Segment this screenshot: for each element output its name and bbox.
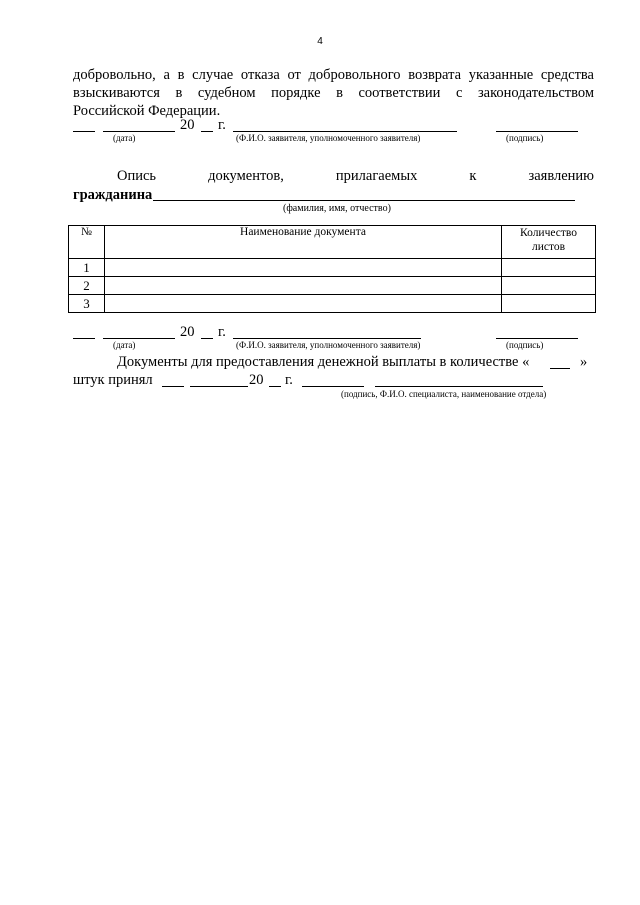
quantity-blank bbox=[550, 368, 570, 369]
date-month-blank bbox=[103, 117, 175, 132]
row-document-name bbox=[105, 277, 502, 295]
row-number: 1 bbox=[69, 259, 105, 277]
intro-line-2: взыскиваются в судебном порядке в соответствии с законодательством bbox=[73, 85, 594, 101]
inventory-word-1: Опись bbox=[117, 168, 157, 184]
row-document-name bbox=[105, 295, 502, 313]
row-sheet-count bbox=[502, 295, 596, 313]
caption-fio: (Ф.И.О. заявителя, уполномоченного заявителя) bbox=[236, 133, 421, 143]
accepted-by-label: штук принял bbox=[73, 372, 153, 388]
date-year-blank bbox=[201, 324, 213, 339]
header-number: № bbox=[69, 226, 105, 259]
date-month-blank bbox=[103, 324, 175, 339]
citizen-caption: (фамилия, имя, отчество) bbox=[283, 203, 391, 214]
acceptance-text: Документы для предоставления денежной выплаты в количестве « bbox=[117, 354, 530, 370]
accept-year-blank bbox=[269, 386, 281, 387]
signature-blank bbox=[496, 117, 578, 132]
header-sheet-count bbox=[502, 226, 596, 259]
acceptance-line-1 bbox=[117, 354, 529, 371]
date-year: 20 bbox=[180, 324, 195, 340]
table-row bbox=[69, 277, 596, 295]
date-day-blank bbox=[73, 117, 95, 132]
table-header bbox=[69, 226, 596, 259]
caption-signature: (подпись) bbox=[506, 340, 544, 350]
accept-specialist-blank bbox=[375, 386, 543, 387]
row-sheet-count bbox=[502, 277, 596, 295]
signature-line-1 bbox=[73, 117, 594, 147]
inventory-word-4: к bbox=[469, 168, 477, 184]
acceptance-block bbox=[73, 354, 594, 404]
signature-line-2 bbox=[73, 324, 594, 354]
fio-blank bbox=[233, 324, 421, 339]
row-sheet-count bbox=[502, 259, 596, 277]
row-number: 2 bbox=[69, 277, 105, 295]
acceptance-caption: (подпись, Ф.И.О. специалиста, наименование отдела) bbox=[341, 389, 547, 399]
inventory-word-3: прилагаемых bbox=[335, 168, 418, 184]
table-row bbox=[69, 259, 596, 277]
row-number: 3 bbox=[69, 295, 105, 313]
inventory-title bbox=[73, 168, 594, 185]
date-day-blank bbox=[73, 324, 95, 339]
intro-paragraph bbox=[73, 66, 594, 120]
quantity-close-quote: » bbox=[580, 354, 588, 370]
signature-blank bbox=[496, 324, 578, 339]
caption-date: (дата) bbox=[113, 340, 136, 350]
citizen-name-blank bbox=[153, 200, 575, 201]
caption-date: (дата) bbox=[113, 133, 136, 143]
fio-blank bbox=[233, 117, 457, 132]
inventory-word-5: заявлению bbox=[528, 168, 594, 184]
date-year-blank bbox=[201, 117, 213, 132]
header-count-line-2: листов bbox=[531, 241, 566, 253]
caption-signature: (подпись) bbox=[506, 133, 544, 143]
intro-line-1: добровольно, а в случае отказа от добровольного возврата указанные средства bbox=[73, 67, 594, 83]
inventory-word-2: документов, bbox=[208, 168, 284, 184]
page-number: 4 bbox=[317, 36, 323, 47]
header-count-line-1: Количество bbox=[520, 227, 577, 239]
table-row bbox=[69, 295, 596, 313]
header-document-name: Наименование документа bbox=[105, 226, 502, 259]
accept-year: 20 bbox=[249, 372, 264, 388]
accept-day-blank bbox=[162, 386, 184, 387]
year-suffix: г. bbox=[218, 324, 226, 340]
caption-fio: (Ф.И.О. заявителя, уполномоченного заявителя) bbox=[236, 340, 421, 350]
intro-line-3: Российской Федерации. bbox=[73, 103, 221, 119]
accept-year-suffix: г. bbox=[285, 372, 293, 388]
row-document-name bbox=[105, 259, 502, 277]
accept-month-blank bbox=[190, 386, 248, 387]
accept-signature-blank bbox=[302, 386, 364, 387]
inventory-heading bbox=[73, 168, 594, 214]
date-year: 20 bbox=[180, 117, 195, 133]
year-suffix: г. bbox=[218, 117, 226, 133]
citizen-label: гражданина bbox=[73, 187, 153, 203]
documents-table bbox=[68, 225, 596, 313]
